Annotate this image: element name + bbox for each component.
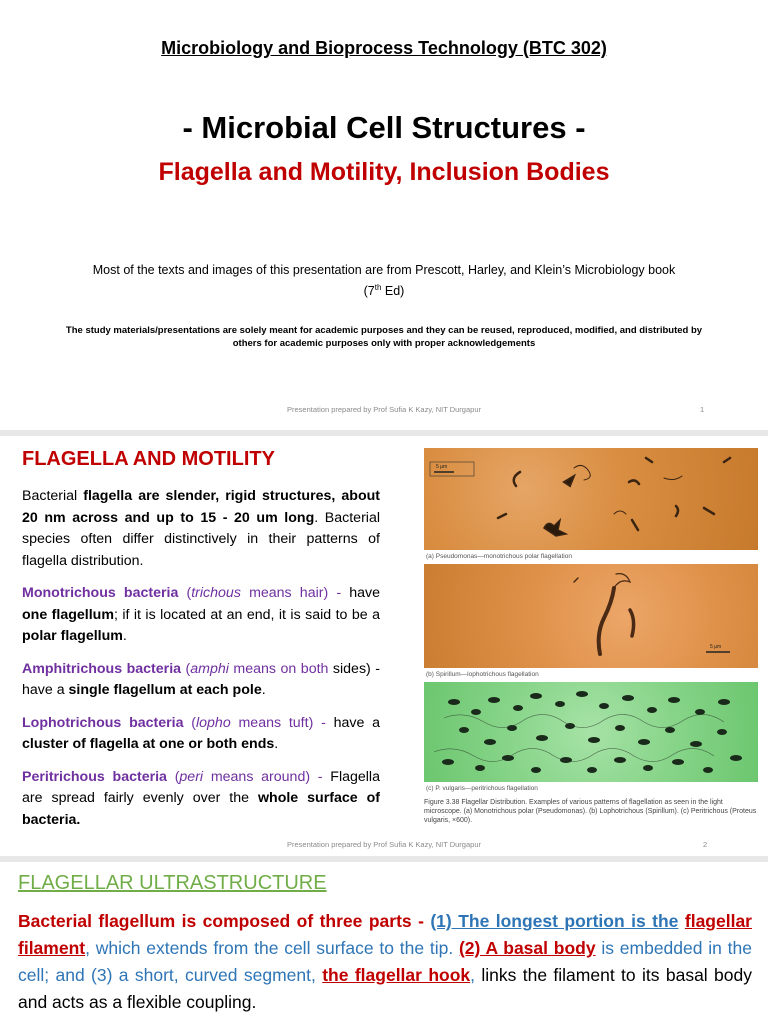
amphi-b1: single flagellum at each pole (68, 682, 262, 698)
lophotrichous-term: Lophotrichous bacteria (22, 714, 184, 731)
lopho-paren-open: ( (183, 714, 196, 731)
caption-c: (c) P. vulgaris—peritrichous flagellation (426, 785, 538, 792)
amphitrichous-paragraph (22, 659, 380, 702)
micrograph-spirillum (424, 564, 758, 668)
amphi-t1: sides) - have a (22, 660, 380, 698)
basal-description: is embedded in the cell; and (3) a short, curved segment, (18, 938, 752, 985)
peritrichous-term: Peritrichous bacteria (22, 768, 167, 785)
peri-t1: Flagella are spread fairly evenly over the (22, 768, 380, 806)
micrograph-pseudomonas (424, 448, 758, 550)
caption-b: (b) Spirillum—lophotrichous flagellation (426, 671, 539, 678)
slide-2-footer: Presentation prepared by Prof Sufia K Kazy, NIT Durgapur (287, 840, 481, 849)
peri-root: peri (179, 768, 204, 785)
amphi-t2: . (261, 682, 266, 698)
slide-1-footer: Presentation prepared by Prof Sufia K Kazy, NIT Durgapur (287, 405, 481, 414)
intro-text-a: Bacterial (22, 488, 84, 504)
micrograph-a-art (424, 448, 758, 550)
intro-text-c: . Bacterial species often differ distinctively in their patterns of flagella distribution. (22, 509, 380, 569)
mono-t1: have (341, 585, 380, 601)
scale-bar-a: 5 µm (436, 464, 448, 470)
scale-bar-b: 5 µm (710, 644, 722, 650)
flagella-types-text (22, 486, 380, 842)
hook-comma: , (470, 965, 475, 985)
peri-paren-close: means around) - (203, 768, 323, 785)
source-edition-sup: th (374, 283, 382, 292)
disclaimer: The study materials/presentations are solely meant for academic purposes and they can be reused, reproduced, modified, and distributed by others for academic purposes only with proper acknowledgements (65, 325, 703, 349)
intro-paragraph (22, 486, 380, 572)
micrograph-b-art (424, 564, 758, 668)
monotrichous-term: Monotrichous bacteria (22, 585, 179, 601)
slide-2-page-number: 2 (703, 840, 708, 849)
course-title: Microbiology and Bioprocess Technology (BTC 302) (161, 38, 607, 58)
mono-b1: one flagellum (22, 606, 114, 623)
source-note (60, 262, 708, 300)
lophotrichous-paragraph (22, 713, 380, 756)
lopho-paren-close: means tuft) - (230, 714, 334, 731)
mono-paren-close: means hair) - (240, 585, 342, 601)
source-line-1: Most of the texts and images of this presentation are from Prescott, Harley, and Klein’s Microbiology book (92, 263, 676, 277)
flagellar-hook-term: the flagellar hook (322, 965, 471, 985)
monotrichous-paragraph (22, 583, 380, 648)
peritrichous-paragraph (22, 767, 380, 832)
intro-text-bold: flagella are slender, rigid structures, about 20 nm across and up to 15 - 20 um long (22, 488, 380, 526)
slide-2 (0, 436, 768, 854)
main-title: - Microbial Cell Structures - (182, 110, 586, 145)
amphitrichous-term: Amphitrichous bacteria (22, 660, 182, 677)
peri-b1: whole surface of bacteria. (22, 790, 381, 828)
source-edition-open: (7 (363, 284, 375, 299)
ultrastructure-paragraph (18, 908, 752, 1016)
slide-1 (0, 0, 768, 430)
flagellar-distribution-figure (424, 448, 758, 825)
mono-paren-open: ( (178, 585, 192, 601)
lopho-t2: . (274, 736, 279, 752)
lopho-t1: have a (333, 714, 381, 731)
mono-root: trichous (191, 585, 241, 601)
subtitle: Flagella and Motility, Inclusion Bodies (158, 158, 610, 186)
slide-2-heading: FLAGELLA AND MOTILITY (22, 448, 275, 470)
caption-a: (a) Pseudomonas—monotrichous polar flagellation (426, 553, 572, 560)
amphi-paren-open: ( (181, 660, 191, 677)
part1-blue: (1) The longest portion is the (430, 911, 679, 931)
amphi-paren-close: means on both (228, 660, 329, 677)
lopho-b1: cluster of flagella at one or both ends (22, 736, 275, 752)
micrograph-proteus (424, 682, 758, 782)
mono-b2: polar flagellum (22, 628, 123, 644)
flagellar-filament-term: flagellar filament (18, 911, 752, 958)
source-edition-close: Ed) (381, 284, 405, 299)
slide-3 (0, 862, 768, 1024)
lopho-root: lopho (196, 714, 231, 731)
basal-body-term: (2) A basal body (458, 938, 596, 958)
slide-3-heading: FLAGELLAR ULTRASTRUCTURE (18, 872, 327, 894)
mono-t3: . (122, 628, 127, 644)
intro-red: Bacterial flagellum is composed of three parts - (18, 911, 431, 931)
micrograph-c-art (424, 682, 758, 782)
hook-description: links the filament to its basal body and acts as a flexible coupling. (18, 965, 753, 1012)
filament-description: , which extends from the cell surface to the tip. (85, 938, 459, 958)
amphi-root: amphi (190, 660, 229, 677)
figure-caption: Figure 3.38 Flagellar Distribution. Examples of various patterns of flagellation as seen in the light microscope. (a) Monotrichous polar (Pseudomonas). (b) Lophotrichous (Spirillum). (c) Peritrichous (Proteus vulgaris, ×600). (424, 799, 757, 824)
slide-1-page-number: 1 (700, 405, 705, 414)
mono-t2: ; if it is located at an end, it is said to be a (113, 606, 380, 623)
peri-paren-open: ( (166, 768, 180, 785)
